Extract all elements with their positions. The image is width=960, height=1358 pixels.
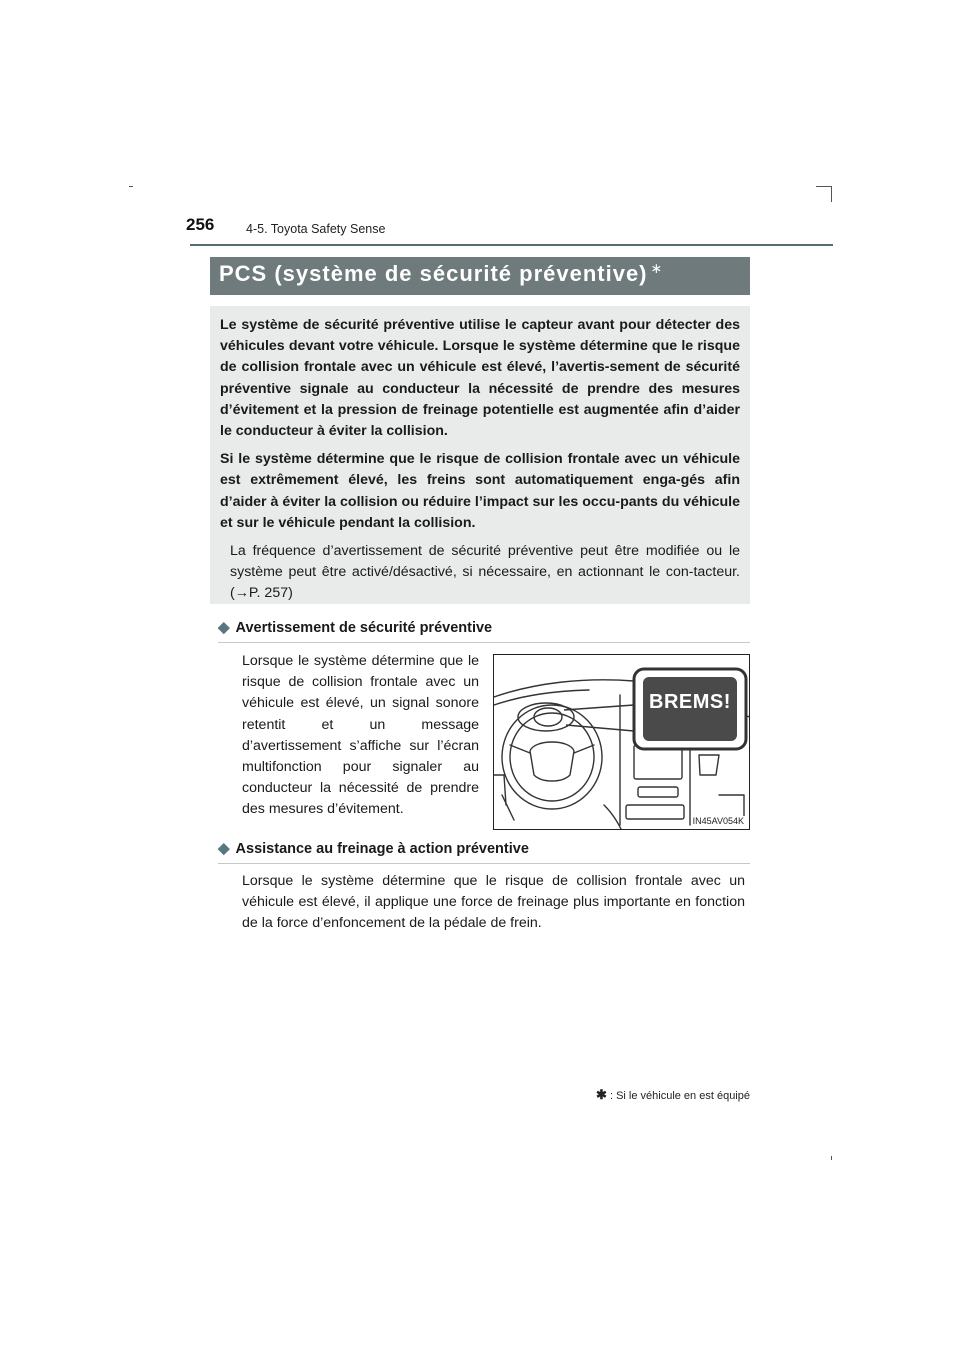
brems-warning-text: BREMS! bbox=[649, 691, 731, 713]
intro-paragraph-3: La fréquence d’avertissement de sécurité préventive peut être modifiée ou le système peut être activé/désactivé, si nécessaire, en actionnant le con-tacteur. (→P. 257) bbox=[230, 543, 740, 602]
diamond-icon: ◆ bbox=[218, 619, 230, 636]
subheading-brake-assist-text: Assistance au freinage à action préventive bbox=[235, 841, 529, 857]
intro-paragraph-2: Si le système détermine que le risque de collision frontale avec un véhicule est extrêmement élevé, les freins sont automatiquement enga-gés afin d’aider à éviter la collision ou réduire l’impact sur les occu-pants du véhicule et sur le véhicule pendant la collision. bbox=[220, 451, 740, 531]
crop-mark-bottom-right bbox=[831, 1156, 832, 1160]
subheading-brake-assist bbox=[218, 839, 750, 864]
footnote bbox=[596, 1087, 750, 1103]
brake-assist-description: Lorsque le système détermine que le risque de collision frontale avec un véhicule est élevé, il applique une force de freinage plus importante en fonction de la force d’enfoncement de la pédale de frein. bbox=[242, 873, 745, 932]
illustration-code: IN45AV054K bbox=[692, 816, 744, 826]
header-rule bbox=[190, 244, 833, 246]
dashboard-illustration bbox=[493, 654, 750, 830]
intro-box bbox=[210, 306, 750, 604]
crop-mark-top-right-h bbox=[816, 186, 832, 187]
intro-paragraph-1: Le système de sécurité préventive utilise le capteur avant pour détecter des véhicules devant votre véhicule. Lorsque le système détermine que le risque de collision frontale avec un véhicule est élevé, l’avertis-sement de sécurité préventive signale au conducteur la nécessité de prendre des mesures d’évitement et la pression de freinage potentielle est augmentée afin d’aider le conducteur à éviter la collision. bbox=[220, 317, 740, 440]
asterisk-icon: ✱ bbox=[596, 1087, 607, 1102]
page-number: 256 bbox=[186, 215, 215, 234]
page-title-text: PCS (système de sécurité préventive) bbox=[219, 261, 648, 286]
subheading-warning bbox=[218, 618, 750, 643]
crop-mark-top-left bbox=[129, 186, 133, 187]
subheading-warning-text: Avertissement de sécurité préventive bbox=[235, 620, 493, 636]
section-label: 4-5. Toyota Safety Sense bbox=[246, 222, 386, 236]
diamond-icon: ◆ bbox=[218, 840, 230, 857]
page-title bbox=[210, 257, 750, 295]
footnote-text: : Si le véhicule en est équipé bbox=[609, 1090, 750, 1102]
crop-mark-top-right-v bbox=[831, 186, 832, 202]
warning-description: Lorsque le système détermine que le risque de collision frontale avec un véhicule est élevé, un signal sonore retentit et un message d’avertissement s’affiche sur l’écran multifonction pour signaler au conducteur la nécessité de prendre des mesures d’évitement. bbox=[242, 653, 479, 818]
asterisk-icon: ∗ bbox=[650, 260, 664, 276]
dashboard-drawing bbox=[494, 655, 750, 830]
